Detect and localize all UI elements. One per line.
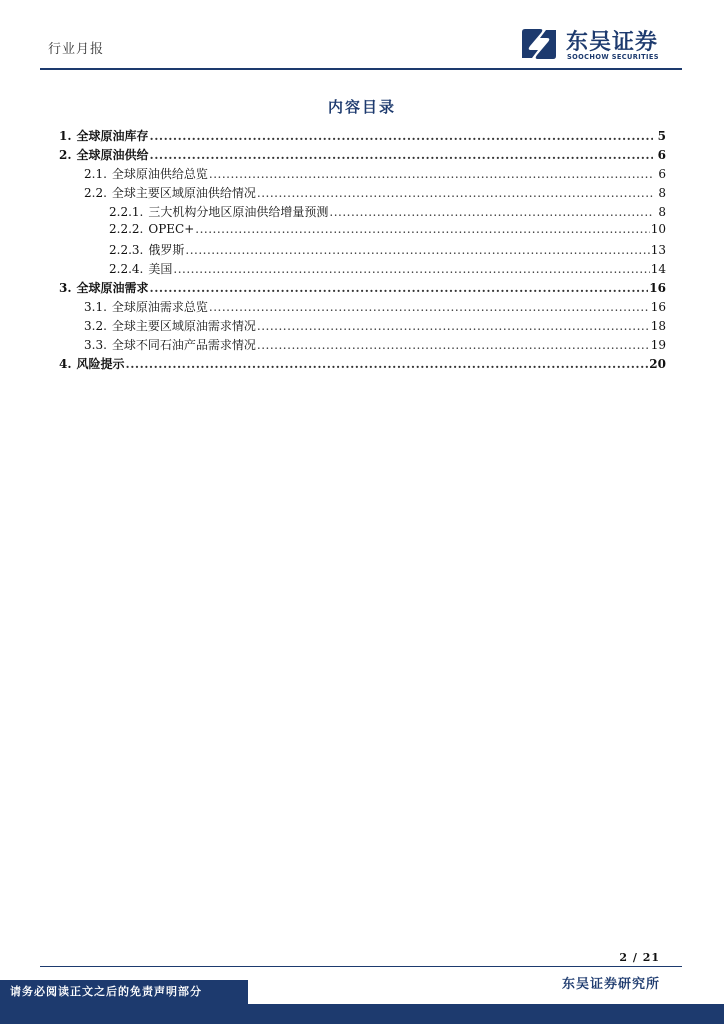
brand-name: 东吴证券 xyxy=(566,30,659,55)
toc-entry-number: 4. xyxy=(59,357,72,371)
toc-entry[interactable] xyxy=(59,146,666,165)
toc-leader xyxy=(150,148,653,162)
footer-organization: 东吴证券研究所 xyxy=(561,977,660,992)
report-type: 行业月报 xyxy=(48,42,105,57)
toc-entry-number: 3.3. xyxy=(84,338,107,352)
toc-leader xyxy=(209,167,653,181)
toc-entry[interactable] xyxy=(59,279,666,298)
disclaimer-notice: 请务必阅读正文之后的免责声明部分 xyxy=(0,980,248,1004)
toc-entry[interactable] xyxy=(59,241,666,260)
toc-entry[interactable] xyxy=(59,355,666,374)
toc-leader xyxy=(209,300,650,314)
toc-entry-page: 18 xyxy=(650,319,666,333)
toc-entry-number: 3.1. xyxy=(84,300,107,314)
toc-entry-number: 3.2. xyxy=(84,319,107,333)
toc-entry-number: 2.2.4. xyxy=(109,262,144,276)
toc-entry-label: 俄罗斯 xyxy=(148,243,185,257)
toc-entry-number: 2. xyxy=(59,148,72,162)
toc-leader xyxy=(150,129,653,143)
toc-entry-page: 8 xyxy=(658,205,666,219)
toc-entry-number: 1. xyxy=(59,129,72,143)
toc-entry[interactable] xyxy=(59,184,666,203)
toc-leader xyxy=(195,222,649,236)
toc-entry-number: 2.2.2. xyxy=(109,222,144,236)
toc-leader xyxy=(257,186,653,200)
brand-logo xyxy=(518,26,678,66)
toc-leader xyxy=(257,319,650,333)
toc-entry-label: 全球原油需求 xyxy=(76,281,149,295)
header-divider xyxy=(40,68,682,70)
toc-entry-label: 全球原油库存 xyxy=(76,129,149,143)
toc-entry-number: 3. xyxy=(59,281,72,295)
toc-entry-number: 2.2.3. xyxy=(109,243,144,257)
toc-entry-page: 10 xyxy=(650,222,666,236)
toc-entry-label: 三大机构分地区原油供给增量预测 xyxy=(148,205,329,219)
toc-entry-page: 13 xyxy=(650,243,666,257)
table-of-contents xyxy=(59,127,666,374)
toc-entry-page: 8 xyxy=(658,186,666,200)
toc-entry[interactable] xyxy=(59,203,666,222)
toc-leader xyxy=(126,357,649,371)
toc-entry-page: 14 xyxy=(650,262,666,276)
toc-entry-number: 2.2.1. xyxy=(109,205,144,219)
toc-leader xyxy=(150,281,649,295)
toc-entry[interactable] xyxy=(59,336,666,355)
toc-entry-page: 19 xyxy=(650,338,666,352)
toc-entry-label: 美国 xyxy=(148,262,173,276)
toc-entry-label: 全球原油供给总览 xyxy=(111,167,208,181)
toc-entry-number: 2.2. xyxy=(84,186,107,200)
toc-entry-page: 6 xyxy=(657,148,666,162)
toc-entry-label: 风险提示 xyxy=(76,357,125,371)
toc-entry[interactable] xyxy=(59,165,666,184)
toc-entry-label: 全球主要区域原油供给情况 xyxy=(111,186,256,200)
toc-entry[interactable] xyxy=(59,127,666,146)
toc-entry[interactable] xyxy=(59,260,666,279)
footer-band xyxy=(0,1004,724,1024)
toc-entry-page: 5 xyxy=(657,129,666,143)
toc-leader xyxy=(173,262,649,276)
toc-leader xyxy=(185,243,649,257)
toc-entry-page: 16 xyxy=(650,300,666,314)
toc-entry-label: 全球主要区域原油需求情况 xyxy=(111,319,256,333)
toc-title: 内容目录 xyxy=(327,98,396,116)
toc-leader xyxy=(329,205,653,219)
footer-divider xyxy=(40,966,682,967)
toc-entry[interactable] xyxy=(59,317,666,336)
toc-entry-number: 2.1. xyxy=(84,167,107,181)
toc-entry-page: 20 xyxy=(649,357,666,371)
toc-leader xyxy=(257,338,650,352)
toc-entry[interactable] xyxy=(59,222,666,241)
page-number: 2 / 21 xyxy=(619,951,660,964)
toc-entry[interactable] xyxy=(59,298,666,317)
toc-entry-label: 全球原油需求总览 xyxy=(111,300,208,314)
toc-entry-label: OPEC+ xyxy=(148,222,195,236)
brand-mark-icon xyxy=(518,26,560,62)
brand-subtitle: SOOCHOW SECURITIES xyxy=(567,53,659,61)
toc-entry-page: 6 xyxy=(658,167,666,181)
toc-entry-label: 全球原油供给 xyxy=(76,148,149,162)
toc-entry-label: 全球不同石油产品需求情况 xyxy=(111,338,256,352)
toc-entry-page: 16 xyxy=(649,281,666,295)
